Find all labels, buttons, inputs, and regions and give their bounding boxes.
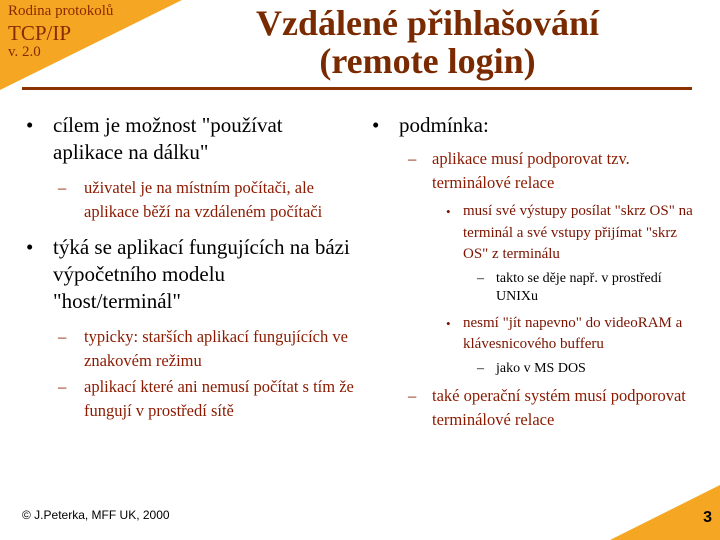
bullet-marker: • xyxy=(26,113,34,137)
dash-marker: – xyxy=(58,178,67,197)
page-number: 3 xyxy=(703,509,712,526)
title-rule xyxy=(22,87,692,90)
right-column xyxy=(368,112,698,432)
left-sub-2-2 xyxy=(22,375,357,423)
left-bullet-list xyxy=(22,112,357,423)
series-protocol: TCP/IP xyxy=(8,21,72,45)
bullet-marker: • xyxy=(446,204,451,219)
right-point-1-text: musí své výstupy posílat "skrz OS" na terminál a své vstupy přijímat "skrz OS" z terminálu xyxy=(463,203,693,262)
right-point-2 xyxy=(368,313,698,356)
dash-marker: – xyxy=(477,270,484,286)
left-sub-2-2-text: aplikací které ani nemusí počítat s tím že fungují v prostředí sítě xyxy=(84,377,354,420)
right-sub-2 xyxy=(368,384,698,432)
right-point-1 xyxy=(368,201,698,266)
dash-marker: – xyxy=(58,327,67,346)
right-note-1-text: takto se děje např. v prostředí UNIXu xyxy=(496,270,662,304)
series-version: v. 2.0 xyxy=(8,44,41,60)
right-sub-2-text: také operační systém musí podporovat terminálové relace xyxy=(432,386,686,429)
series-label xyxy=(8,4,158,60)
right-sub-1 xyxy=(368,147,698,195)
right-sub-1-text: aplikace musí podporovat tzv. terminálové relace xyxy=(432,149,630,192)
left-bullet-1-sublist xyxy=(53,176,357,224)
right-bullet-list xyxy=(368,112,698,432)
bullet-marker: • xyxy=(446,315,451,331)
left-bullet-2-sublist xyxy=(53,325,357,423)
right-bullet-1 xyxy=(368,112,698,139)
right-bullet-1-text: podmínka: xyxy=(399,113,489,137)
dash-marker: – xyxy=(58,377,67,396)
right-note-2-text: jako v MS DOS xyxy=(496,360,586,376)
bullet-marker: • xyxy=(26,235,34,259)
left-bullet-1 xyxy=(22,112,357,224)
left-sub-1-1-text: uživatel je na místním počítači, ale aplikace běží na vzdáleném počítači xyxy=(84,178,323,221)
left-sub-1-1 xyxy=(22,176,357,224)
left-sub-2-1 xyxy=(22,325,357,373)
left-bullet-2-text: týká se aplikací fungujících na bázi výpočetního modelu "host/terminál" xyxy=(53,235,350,313)
left-bullet-1-text: cílem je možnost "používat aplikace na dálku" xyxy=(53,113,283,164)
series-name: Rodina protokolů xyxy=(8,3,114,19)
left-sub-2-1-text: typicky: starších aplikací fungujících ve znakovém režimu xyxy=(84,327,348,370)
slide-title-line2: (remote login) xyxy=(319,41,536,81)
left-bullet-2 xyxy=(22,234,357,423)
copyright-footer: © J.Peterka, MFF UK, 2000 xyxy=(22,508,170,522)
slide-title-line1: Vzdálené přihlašování xyxy=(255,3,600,43)
dash-marker: – xyxy=(408,149,417,168)
right-note-1 xyxy=(368,270,698,307)
left-column xyxy=(22,112,357,433)
right-note-2 xyxy=(368,360,698,379)
right-point-2-text: nesmí "jít napevno" do videoRAM a klávesnicového bufferu xyxy=(463,314,683,352)
dash-marker: – xyxy=(408,386,417,405)
bullet-marker: • xyxy=(372,113,380,137)
dash-marker: – xyxy=(477,360,484,376)
slide-title xyxy=(200,4,655,80)
